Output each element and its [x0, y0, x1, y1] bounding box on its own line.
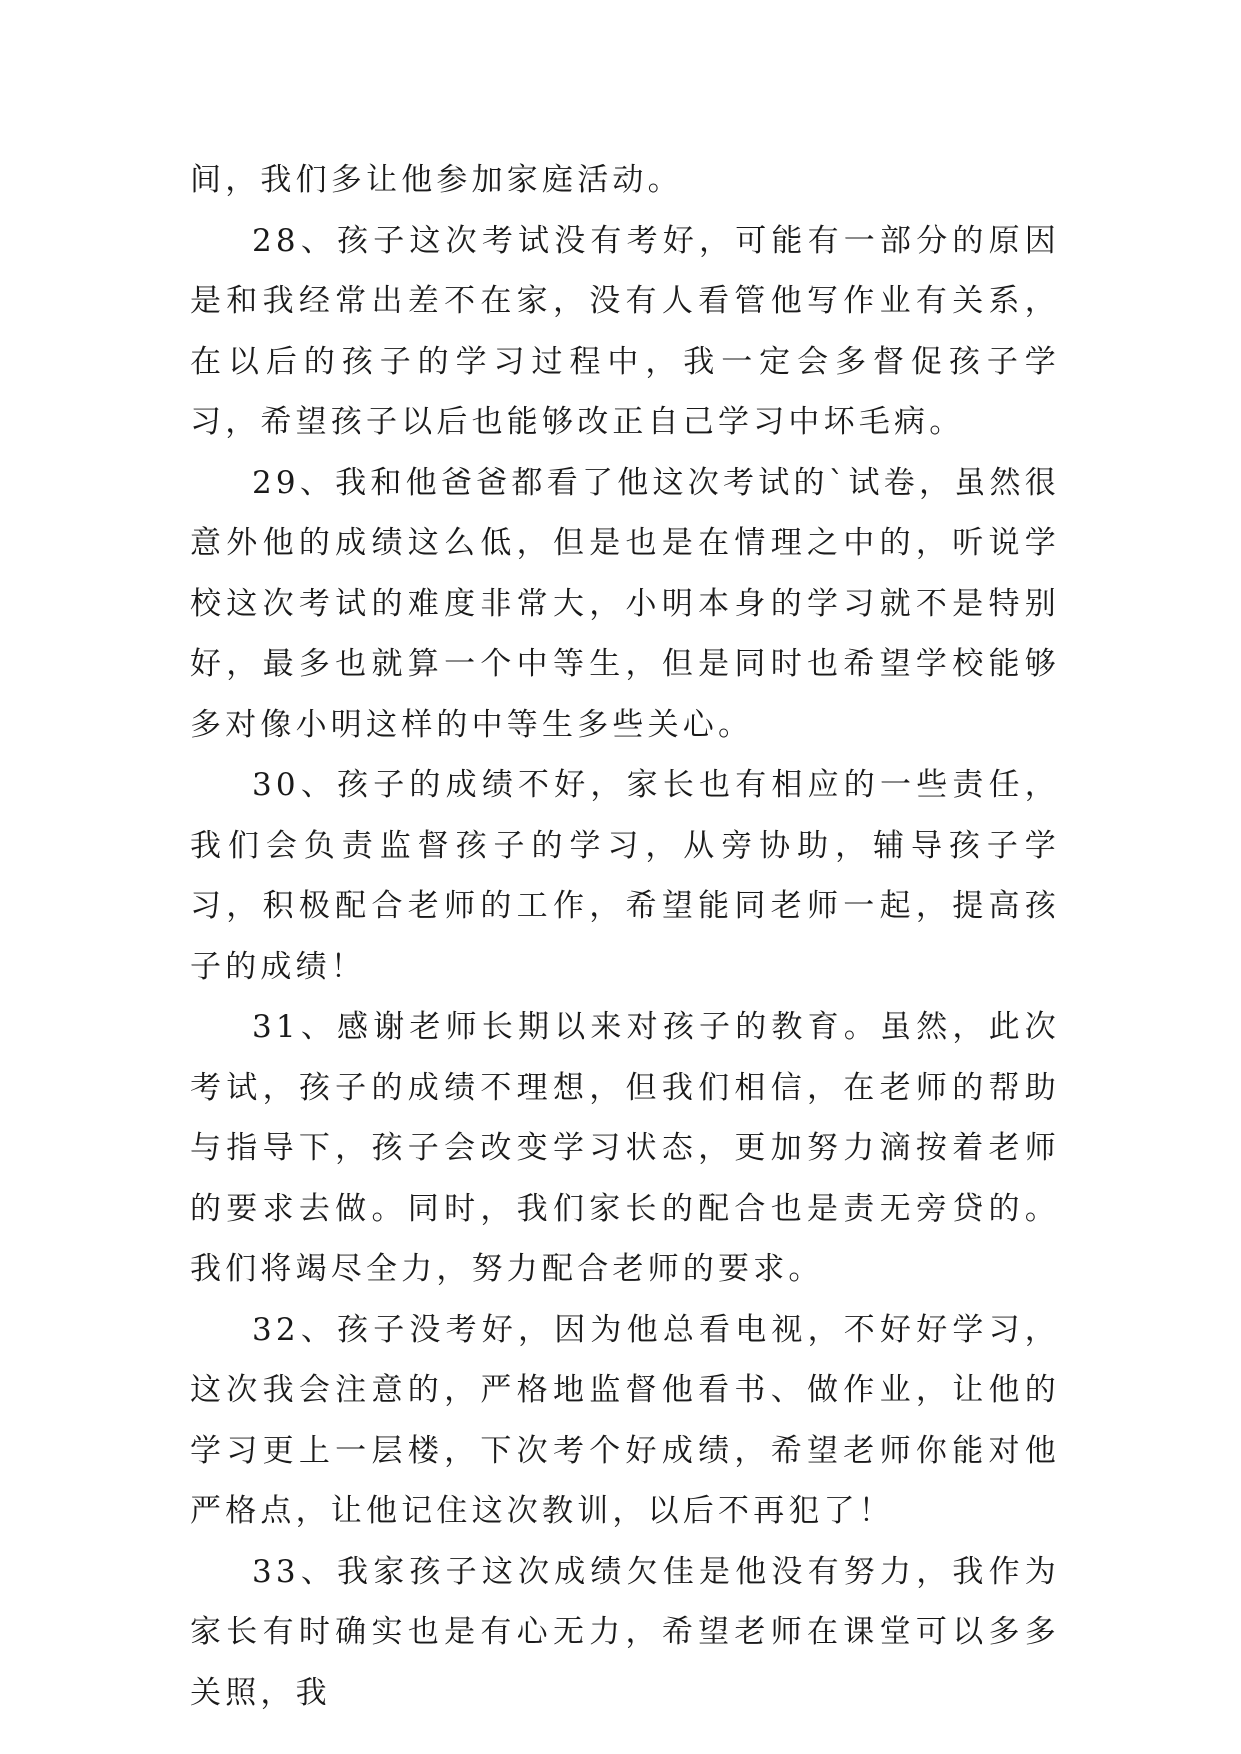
paragraph-continuation: 间，我们多让他参加家庭活动。 [190, 162, 683, 198]
paragraph-29: 29、我和他爸爸都看了他这次考试的`试卷，虽然很意外他的成绩这么低，但是也是在情理之中的，听说学校这次考试的难度非常大，小明本身的学习就不是特别好，最多也就算一个中等生，但是同时也希望学校能够多对像小明这样的中等生多些关心。 [190, 464, 1060, 743]
paragraph-33: 33、我家孩子这次成绩欠佳是他没有努力，我作为家长有时确实也是有心无力，希望老师在课堂可以多多关照，我 [190, 1553, 1060, 1711]
paragraph-32: 32、孩子没考好，因为他总看电视，不好好学习，这次我会注意的，严格地监督他看书、做作业，让他的学习更上一层楼，下次考个好成绩，希望老师你能对他严格点，让他记住这次教训，以后不再犯了！ [190, 1311, 1060, 1529]
paragraph-30: 30、孩子的成绩不好，家长也有相应的一些责任，我们会负责监督孩子的学习，从旁协助，辅导孩子学习，积极配合老师的工作，希望能同老师一起，提高孩子的成绩！ [190, 767, 1060, 985]
paragraph-31: 31、感谢老师长期以来对孩子的教育。虽然，此次考试，孩子的成绩不理想，但我们相信，在老师的帮助与指导下，孩子会改变学习状态，更加努力滴按着老师的要求去做。同时，我们家长的配合也是责无旁贷的。我们将竭尽全力，努力配合老师的要求。 [190, 1009, 1060, 1287]
document-body [190, 150, 1060, 1723]
paragraph-28: 28、孩子这次考试没有考好，可能有一部分的原因是和我经常出差不在家，没有人看管他写作业有关系，在以后的孩子的学习过程中，我一定会多督促孩子学习，希望孩子以后也能够改正自己学习中坏毛病。 [190, 222, 1060, 440]
